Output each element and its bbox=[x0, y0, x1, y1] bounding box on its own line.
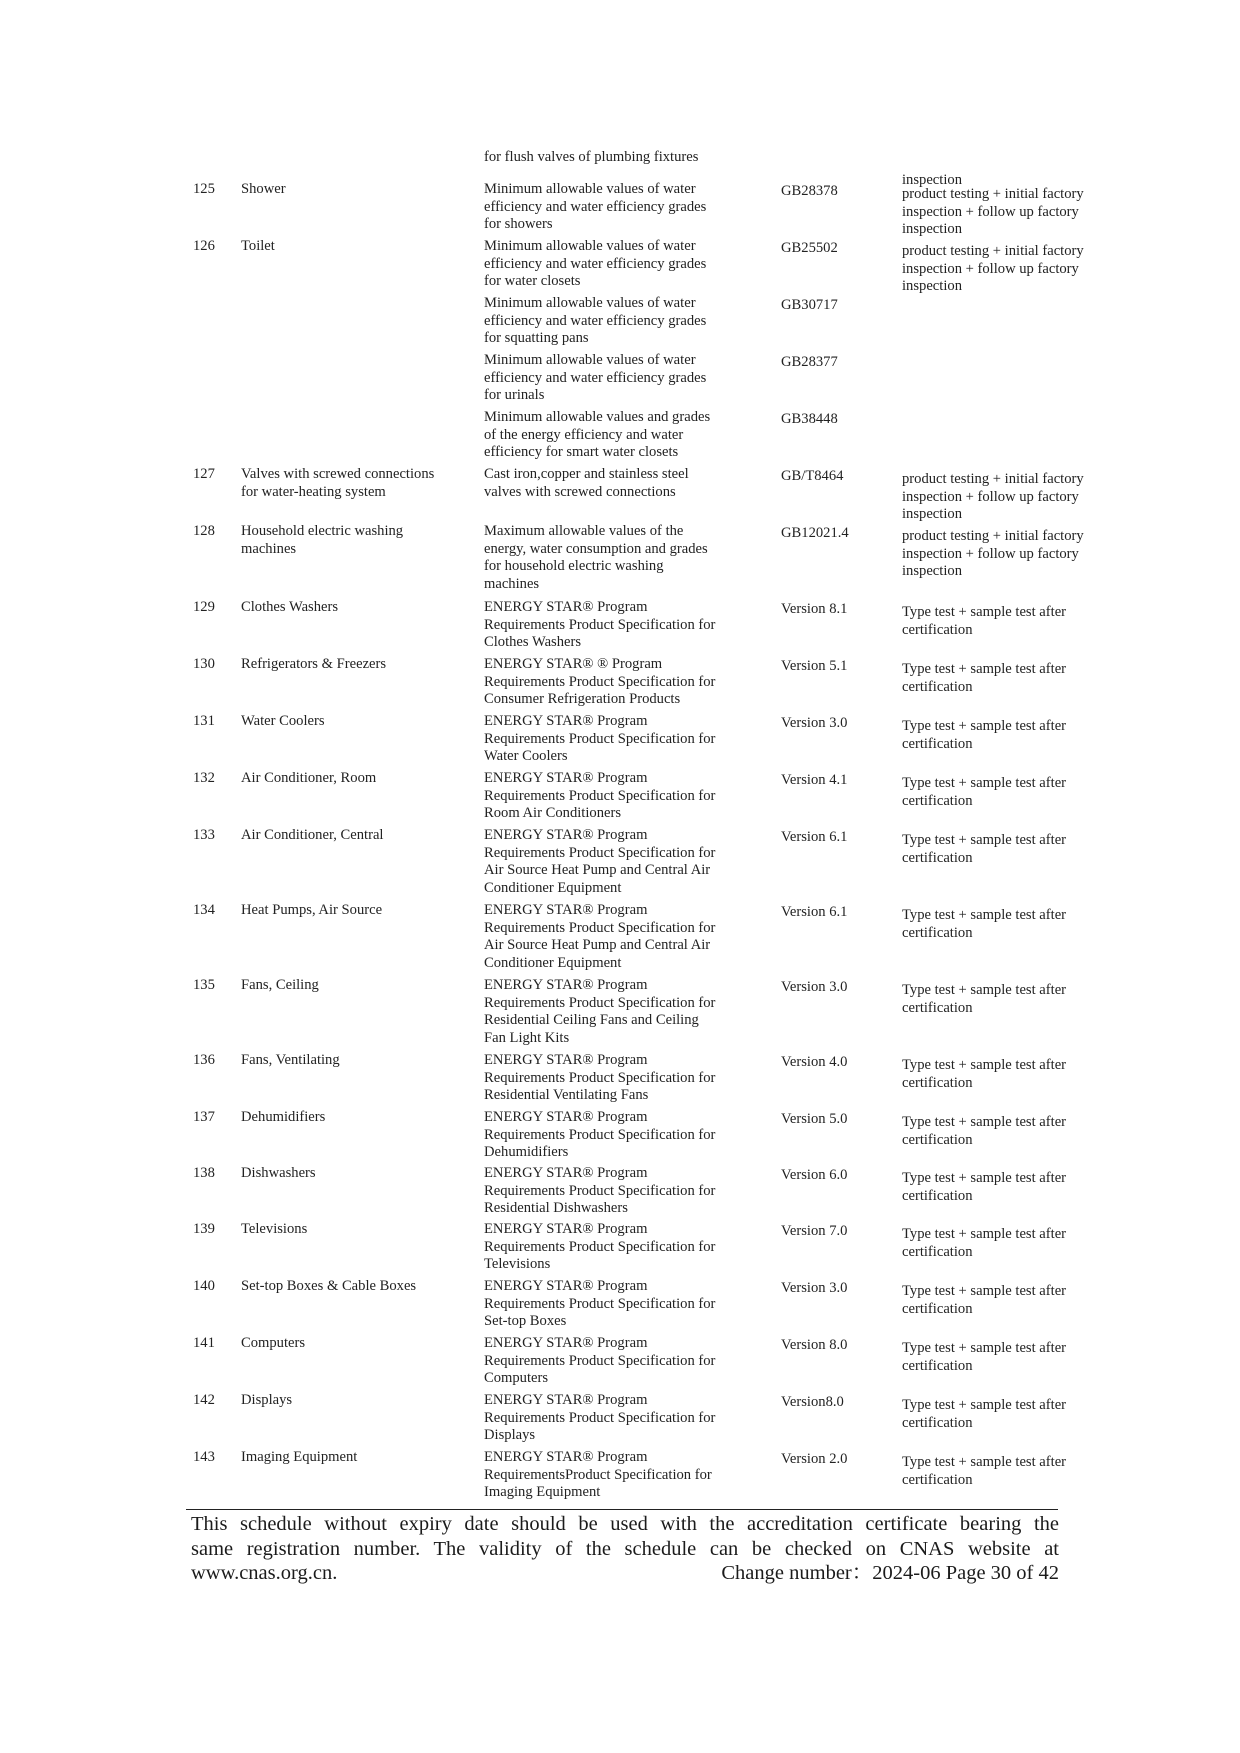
cell-line: inspection + follow up factory bbox=[902, 488, 1079, 505]
standard-code bbox=[781, 715, 891, 733]
cell-line: Dehumidifiers bbox=[241, 1109, 326, 1125]
cell-line: Requirements Product Specification for bbox=[484, 730, 716, 747]
standard-code bbox=[781, 1394, 891, 1412]
footer-line-1: This schedule without expiry date should be used with the accreditation certificate bearing the bbox=[191, 1513, 1059, 1535]
cell-line: Residential Dishwashers bbox=[484, 1200, 628, 1216]
standard-code bbox=[781, 1280, 891, 1298]
cell-line: Type test + sample test after bbox=[902, 1454, 1067, 1470]
cell-line: Residential Ceiling Fans and Ceiling bbox=[484, 1012, 699, 1028]
cell-line: Computers bbox=[241, 1335, 306, 1351]
standard-title bbox=[484, 1165, 750, 1218]
cell-line: Requirements Product Specification for bbox=[484, 673, 716, 690]
standard-title bbox=[484, 1449, 750, 1502]
cell-line: Conditioner Equipment bbox=[484, 954, 622, 971]
cell-line: ENERGY STAR® Program bbox=[484, 770, 648, 786]
cell-line: GB38448 bbox=[781, 411, 838, 427]
product-name bbox=[241, 902, 481, 920]
cell-line: Water Coolers bbox=[241, 713, 325, 729]
standard-title bbox=[484, 409, 750, 462]
cell-line: Residential Ventilating Fans bbox=[484, 1087, 649, 1103]
standard-title bbox=[484, 1221, 750, 1274]
standard-title bbox=[484, 466, 750, 501]
standard-title bbox=[484, 977, 750, 1047]
cell-line: efficiency and water efficiency grades bbox=[484, 369, 707, 386]
standard-title bbox=[484, 656, 750, 709]
row-number: 132 bbox=[193, 770, 215, 786]
cell-line: Requirements Product Specification for bbox=[484, 1295, 716, 1312]
cell-line: inspection bbox=[902, 563, 962, 579]
cell-line: for showers bbox=[484, 216, 553, 232]
cell-line: inspection + follow up factory bbox=[902, 203, 1079, 220]
cell-line: Version 6.1 bbox=[781, 829, 848, 845]
standard-title bbox=[484, 599, 750, 652]
standard-code bbox=[781, 658, 891, 676]
cell-line: Type test + sample test after bbox=[902, 907, 1067, 923]
cell-line: Version 3.0 bbox=[781, 715, 848, 731]
cell-line: Version 8.0 bbox=[781, 1337, 848, 1353]
certification-method bbox=[902, 1114, 1117, 1149]
certification-method bbox=[902, 528, 1117, 581]
standard-code bbox=[781, 183, 891, 201]
cell-line: certification bbox=[902, 735, 973, 752]
cell-line: Type test + sample test after bbox=[902, 1340, 1067, 1356]
footer-divider bbox=[186, 1509, 1058, 1510]
standard-title bbox=[484, 1109, 750, 1162]
certification-method bbox=[902, 1170, 1117, 1205]
cell-line: Displays bbox=[241, 1392, 293, 1408]
cell-line: Version8.0 bbox=[781, 1394, 844, 1410]
certification-method bbox=[902, 186, 1117, 239]
standard-code bbox=[781, 904, 891, 922]
standard-title bbox=[484, 713, 750, 766]
product-name bbox=[241, 770, 481, 788]
cell-line: inspection + follow up factory bbox=[902, 545, 1079, 562]
cell-line: product testing + initial factory bbox=[902, 186, 1084, 202]
cell-line: Imaging Equipment bbox=[484, 1484, 601, 1500]
cell-line: certification bbox=[902, 1300, 973, 1317]
certification-method bbox=[902, 907, 1117, 942]
row-number: 126 bbox=[193, 238, 215, 254]
row-number: 131 bbox=[193, 713, 215, 729]
cell-line: Cast iron,copper and stainless steel bbox=[484, 466, 689, 482]
row-number: 125 bbox=[193, 181, 215, 197]
cell-line: Version 3.0 bbox=[781, 1280, 848, 1296]
cell-line: Fans, Ventilating bbox=[241, 1052, 340, 1068]
standard-code bbox=[781, 829, 891, 847]
cell-line: efficiency for smart water closets bbox=[484, 444, 679, 460]
cell-line: GB28378 bbox=[781, 183, 838, 199]
standard-code bbox=[781, 1337, 891, 1355]
certification-method bbox=[902, 604, 1117, 639]
cell-line: certification bbox=[902, 1131, 973, 1148]
cell-line: Type test + sample test after bbox=[902, 718, 1067, 734]
product-name bbox=[241, 827, 481, 845]
cell-line: machines bbox=[241, 540, 297, 557]
cell-line: ENERGY STAR® Program bbox=[484, 599, 648, 615]
cell-line: inspection + follow up factory bbox=[902, 260, 1079, 277]
cell-line: Fan Light Kits bbox=[484, 1029, 570, 1046]
product-name bbox=[241, 1392, 481, 1410]
cell-line: Imaging Equipment bbox=[241, 1449, 358, 1465]
cell-line: efficiency and water efficiency grades bbox=[484, 198, 707, 215]
certification-method bbox=[902, 832, 1117, 867]
cell-line: certification bbox=[902, 1243, 973, 1260]
certification-method bbox=[902, 1340, 1117, 1375]
cell-line: Air Source Heat Pump and Central Air bbox=[484, 937, 711, 953]
cell-line: Type test + sample test after bbox=[902, 604, 1067, 620]
cell-line: GB28377 bbox=[781, 354, 838, 370]
row-number: 130 bbox=[193, 656, 215, 672]
cell-line: ENERGY STAR® ® Program bbox=[484, 656, 663, 672]
cell-line: Version 5.1 bbox=[781, 658, 848, 674]
cell-line: Valves with screwed connections bbox=[241, 466, 435, 482]
cell-line: inspection bbox=[902, 278, 962, 294]
certification-method bbox=[902, 154, 1117, 189]
certification-method bbox=[902, 775, 1117, 810]
row-number: 141 bbox=[193, 1335, 215, 1351]
cell-line: Version 7.0 bbox=[781, 1223, 848, 1239]
cell-line: product testing + initial factory bbox=[902, 528, 1084, 544]
footer-line-2: same registration number. The validity of the schedule can be checked on CNAS website at bbox=[191, 1537, 1059, 1560]
row-number: 127 bbox=[193, 466, 215, 482]
cell-line: Requirements Product Specification for bbox=[484, 1409, 716, 1426]
certification-method bbox=[902, 661, 1117, 696]
cell-line: Conditioner Equipment bbox=[484, 879, 622, 896]
certification-method bbox=[902, 1454, 1117, 1489]
certification-method bbox=[902, 1226, 1117, 1261]
cell-line: Room Air Conditioners bbox=[484, 805, 622, 821]
cell-line: certification bbox=[902, 1187, 973, 1204]
cell-line: Requirements Product Specification for bbox=[484, 919, 716, 936]
cell-line: Version 5.0 bbox=[781, 1111, 848, 1127]
standard-title bbox=[484, 1392, 750, 1445]
product-name bbox=[241, 1165, 481, 1183]
cell-line: Maximum allowable values of the bbox=[484, 523, 684, 539]
cell-line: Minimum allowable values of water bbox=[484, 238, 696, 254]
cell-line: Televisions bbox=[484, 1256, 551, 1272]
cell-line: Dehumidifiers bbox=[484, 1144, 569, 1160]
row-number: 134 bbox=[193, 902, 215, 918]
row-number: 133 bbox=[193, 827, 215, 843]
cell-line: GB30717 bbox=[781, 297, 838, 313]
cell-line: of the energy efficiency and water bbox=[484, 426, 684, 443]
cell-line: Requirements Product Specification for bbox=[484, 616, 716, 633]
cell-line: for household electric washing bbox=[484, 558, 664, 574]
row-number: 142 bbox=[193, 1392, 215, 1408]
cell-line: Requirements Product Specification for bbox=[484, 787, 716, 804]
cell-line: Displays bbox=[484, 1427, 536, 1443]
cell-line: Consumer Refrigeration Products bbox=[484, 691, 681, 707]
cell-line: product testing + initial factory bbox=[902, 243, 1084, 259]
standard-code bbox=[781, 525, 891, 543]
cell-line: Minimum allowable values of water bbox=[484, 181, 696, 197]
cell-line: Televisions bbox=[241, 1221, 308, 1237]
cell-line: GB25502 bbox=[781, 240, 838, 256]
cell-line: Type test + sample test after bbox=[902, 1170, 1067, 1186]
footer-website: www.cnas.org.cn. bbox=[191, 1562, 338, 1585]
standard-code bbox=[781, 297, 891, 315]
row-number: 129 bbox=[193, 599, 215, 615]
standard-title bbox=[484, 181, 750, 234]
product-name bbox=[241, 599, 481, 617]
footer-change-page: Change number：2024-06 Page 30 of 42 bbox=[721, 1562, 1059, 1585]
standard-code bbox=[781, 1111, 891, 1129]
certification-method bbox=[902, 1283, 1117, 1318]
cell-line: ENERGY STAR® Program bbox=[484, 1335, 648, 1351]
certification-method bbox=[902, 718, 1117, 753]
cell-line: ENERGY STAR® Program bbox=[484, 1278, 648, 1294]
cell-line: GB12021.4 bbox=[781, 525, 849, 541]
standard-title bbox=[484, 1278, 750, 1331]
row-number: 137 bbox=[193, 1109, 215, 1125]
standard-code bbox=[781, 601, 891, 619]
cell-line: Air Source Heat Pump and Central Air bbox=[484, 862, 711, 878]
standard-title bbox=[484, 902, 750, 972]
cell-line: Type test + sample test after bbox=[902, 1397, 1067, 1413]
cell-line: Type test + sample test after bbox=[902, 661, 1067, 677]
cell-line: Type test + sample test after bbox=[902, 1114, 1067, 1130]
cell-line: Clothes Washers bbox=[484, 634, 582, 650]
cell-line: energy, water consumption and grades bbox=[484, 540, 708, 557]
cell-line: machines bbox=[484, 575, 540, 592]
standard-code bbox=[781, 1167, 891, 1185]
cell-line: Air Conditioner, Room bbox=[241, 770, 377, 786]
certification-method bbox=[902, 471, 1117, 524]
product-name bbox=[241, 1221, 481, 1239]
standard-title bbox=[484, 1052, 750, 1105]
product-name bbox=[241, 1278, 481, 1296]
cell-line: Type test + sample test after bbox=[902, 982, 1067, 998]
cell-line: ENERGY STAR® Program bbox=[484, 1165, 648, 1181]
cell-line: ENERGY STAR® Program bbox=[484, 1109, 648, 1125]
cell-line: Shower bbox=[241, 181, 286, 197]
cell-line: ENERGY STAR® Program bbox=[484, 1052, 648, 1068]
cell-line: Version 4.0 bbox=[781, 1054, 848, 1070]
cell-line: Computers bbox=[484, 1370, 549, 1386]
cell-line: certification bbox=[902, 999, 973, 1016]
cell-line: ENERGY STAR® Program bbox=[484, 1221, 648, 1237]
cell-line bbox=[902, 154, 1117, 172]
cell-line: Type test + sample test after bbox=[902, 1226, 1067, 1242]
cell-line: certification bbox=[902, 1357, 973, 1374]
cell-line: Version 4.1 bbox=[781, 772, 848, 788]
cell-line: RequirementsProduct Specification for bbox=[484, 1466, 712, 1483]
product-name bbox=[241, 1449, 481, 1467]
row-number: 128 bbox=[193, 523, 215, 539]
certification-method bbox=[902, 982, 1117, 1017]
standard-code bbox=[781, 240, 891, 258]
cell-line: for water closets bbox=[484, 273, 581, 289]
standard-title bbox=[484, 827, 750, 897]
cell-line: Type test + sample test after bbox=[902, 1057, 1067, 1073]
cell-line: Version 6.1 bbox=[781, 904, 848, 920]
certification-method bbox=[902, 1397, 1117, 1432]
cell-line: valves with screwed connections bbox=[484, 483, 676, 500]
cell-line: Version 3.0 bbox=[781, 979, 848, 995]
standard-title bbox=[484, 352, 750, 405]
cell-line: inspection bbox=[902, 506, 962, 522]
cell-line: Version 8.1 bbox=[781, 601, 848, 617]
product-name bbox=[241, 466, 481, 501]
cell-line: Version 6.0 bbox=[781, 1167, 848, 1183]
standard-code bbox=[781, 1223, 891, 1241]
cell-line: Requirements Product Specification for bbox=[484, 1182, 716, 1199]
cell-line: ENERGY STAR® Program bbox=[484, 1392, 648, 1408]
row-number: 143 bbox=[193, 1449, 215, 1465]
cell-line: for urinals bbox=[484, 387, 545, 403]
product-name bbox=[241, 1109, 481, 1127]
cell-line: certification bbox=[902, 924, 973, 941]
cell-line: Refrigerators & Freezers bbox=[241, 656, 387, 672]
standard-title bbox=[484, 1335, 750, 1388]
product-name bbox=[241, 713, 481, 731]
cell-line: certification bbox=[902, 792, 973, 809]
cell-line: Requirements Product Specification for bbox=[484, 1069, 716, 1086]
cell-line: Type test + sample test after bbox=[902, 832, 1067, 848]
standard-code bbox=[781, 772, 891, 790]
product-name bbox=[241, 181, 481, 199]
standard-title bbox=[484, 238, 750, 291]
cell-line: ENERGY STAR® Program bbox=[484, 977, 648, 993]
standard-title bbox=[484, 295, 750, 348]
cell-line: Heat Pumps, Air Source bbox=[241, 902, 383, 918]
cell-line: certification bbox=[902, 1414, 973, 1431]
cell-line: Set-top Boxes bbox=[484, 1313, 567, 1329]
cell-line: Set-top Boxes & Cable Boxes bbox=[241, 1278, 417, 1294]
cell-line: ENERGY STAR® Program bbox=[484, 827, 648, 843]
cell-line: Requirements Product Specification for bbox=[484, 1126, 716, 1143]
cell-line: Requirements Product Specification for bbox=[484, 844, 716, 861]
cell-line: certification bbox=[902, 849, 973, 866]
cell-line: ENERGY STAR® Program bbox=[484, 902, 648, 918]
cell-line: Air Conditioner, Central bbox=[241, 827, 384, 843]
cell-line: certification bbox=[902, 1074, 973, 1091]
row-number: 135 bbox=[193, 977, 215, 993]
cell-line: ENERGY STAR® Program bbox=[484, 1449, 648, 1465]
cell-line: Clothes Washers bbox=[241, 599, 339, 615]
product-name bbox=[241, 1052, 481, 1070]
standard-code bbox=[781, 1054, 891, 1072]
cell-line: Type test + sample test after bbox=[902, 1283, 1067, 1299]
cell-line: Minimum allowable values of water bbox=[484, 352, 696, 368]
product-name bbox=[241, 977, 481, 995]
cell-line: certification bbox=[902, 621, 973, 638]
standard-title bbox=[484, 770, 750, 823]
standard-code bbox=[781, 468, 891, 486]
product-name bbox=[241, 238, 481, 256]
cell-line: for squatting pans bbox=[484, 330, 589, 346]
cell-line: Water Coolers bbox=[484, 748, 568, 764]
product-name bbox=[241, 1335, 481, 1353]
row-number: 140 bbox=[193, 1278, 215, 1294]
cell-line: Fans, Ceiling bbox=[241, 977, 319, 993]
product-name bbox=[241, 523, 481, 558]
standard-title bbox=[484, 149, 750, 167]
row-number: 139 bbox=[193, 1221, 215, 1237]
cell-line: certification bbox=[902, 678, 973, 695]
cell-line: certification bbox=[902, 1471, 973, 1488]
cell-line: ENERGY STAR® Program bbox=[484, 713, 648, 729]
standard-code bbox=[781, 979, 891, 997]
cell-line: inspection bbox=[902, 221, 962, 237]
cell-line: Toilet bbox=[241, 238, 275, 254]
cell-line: inspection bbox=[902, 171, 962, 188]
certification-method bbox=[902, 243, 1117, 296]
cell-line: Requirements Product Specification for bbox=[484, 1238, 716, 1255]
cell-line: Dishwashers bbox=[241, 1165, 316, 1181]
cell-line: Minimum allowable values and grades bbox=[484, 409, 711, 425]
row-number: 138 bbox=[193, 1165, 215, 1181]
cell-line: product testing + initial factory bbox=[902, 471, 1084, 487]
product-name bbox=[241, 656, 481, 674]
certification-method bbox=[902, 1057, 1117, 1092]
row-number: 136 bbox=[193, 1052, 215, 1068]
cell-line: efficiency and water efficiency grades bbox=[484, 312, 707, 329]
cell-line: Version 2.0 bbox=[781, 1451, 848, 1467]
cell-line: efficiency and water efficiency grades bbox=[484, 255, 707, 272]
cell-line: Type test + sample test after bbox=[902, 775, 1067, 791]
standard-code bbox=[781, 1451, 891, 1469]
standard-code bbox=[781, 354, 891, 372]
cell-line: for water-heating system bbox=[241, 483, 386, 500]
cell-line: Requirements Product Specification for bbox=[484, 1352, 716, 1369]
footer-note bbox=[191, 1512, 1059, 1586]
cell-line: Minimum allowable values of water bbox=[484, 295, 696, 311]
standard-code bbox=[781, 411, 891, 429]
cell-line: Household electric washing bbox=[241, 523, 404, 539]
cell-line: for flush valves of plumbing fixtures bbox=[484, 149, 699, 165]
cell-line: Requirements Product Specification for bbox=[484, 994, 716, 1011]
standard-title bbox=[484, 523, 750, 593]
cell-line: GB/T8464 bbox=[781, 468, 844, 484]
